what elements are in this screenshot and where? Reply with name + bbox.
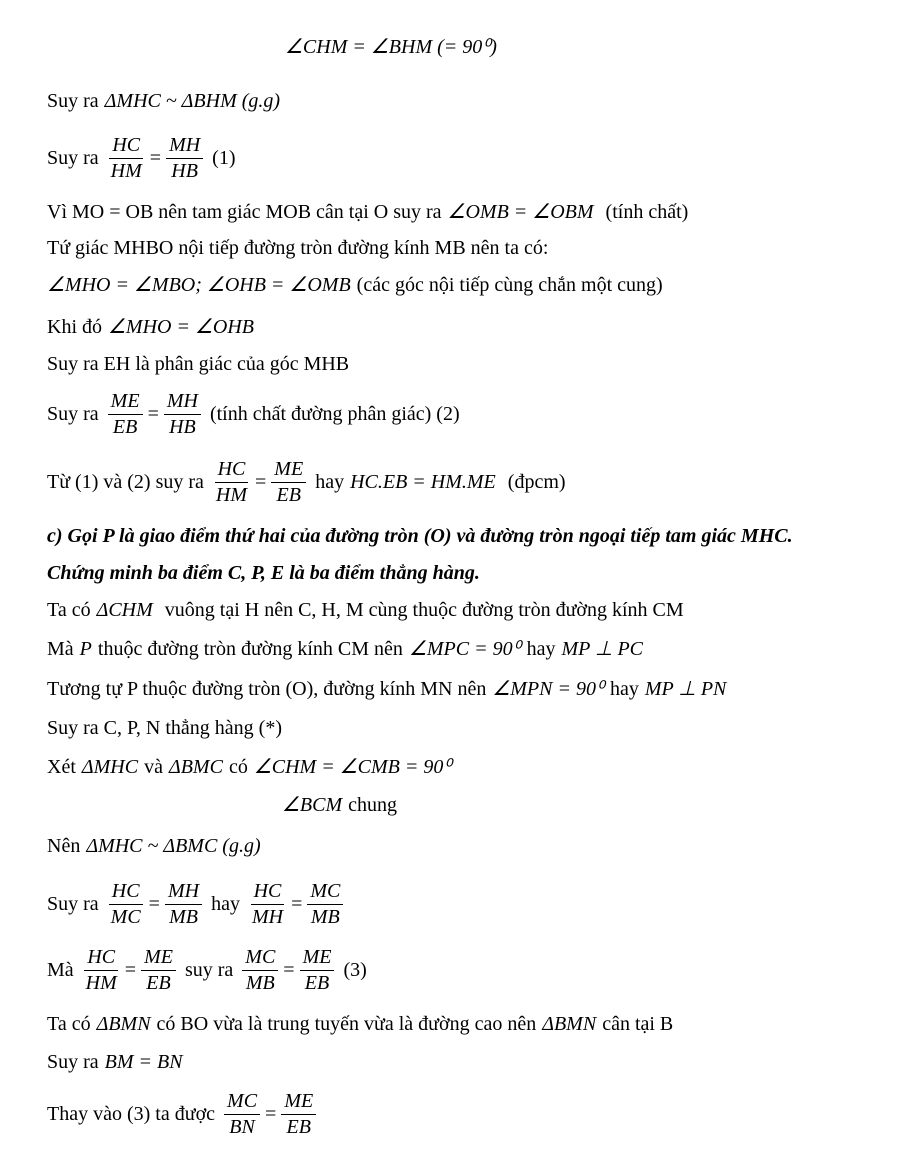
line-15 — [47, 678, 898, 701]
line-7 — [47, 316, 898, 339]
fraction: $\frac{ME}{EB}$ — [141, 946, 176, 995]
text: Mà — [47, 959, 74, 981]
text: Vì MO = OB nên tam giác MOB cân tại O suy ra — [47, 201, 442, 223]
line-3: Suy ra $\frac{HC}{HM}$ = $\frac{MH}{HB}$ (1) — [47, 134, 236, 182]
line-13 — [47, 599, 898, 622]
fraction: $\frac{HC}{HM}$ — [215, 458, 248, 506]
text: vuông tại H nên C, H, M cùng thuộc đường tròn đường kính CM — [164, 599, 684, 621]
text: và — [144, 756, 163, 778]
math-expression: ∠MHO = ∠MBO; ∠OHB = ∠OMB — [47, 274, 351, 296]
text: Suy ra — [47, 147, 99, 169]
text: Suy ra C, P, N thẳng hàng (*) — [47, 717, 282, 739]
line-6 — [47, 274, 898, 297]
fraction: $\frac{HC}{HM}$ — [110, 134, 142, 182]
text: hay — [211, 893, 240, 915]
fraction: $\frac{ME}{EB}$ — [271, 458, 306, 507]
text: (tính chất) — [605, 201, 689, 223]
line-23 — [47, 1051, 898, 1074]
text: cân tại B — [602, 1013, 674, 1035]
fraction: $\frac{ME}{EB}$ — [108, 390, 143, 439]
text: Mà — [47, 638, 74, 660]
text: Từ (1) và (2) suy ra — [47, 471, 204, 493]
text: Suy ra — [47, 403, 99, 425]
math-expression: ΔMHC — [81, 756, 139, 778]
math-expression: ∠MPC = 90⁰ — [408, 638, 521, 660]
line-22 — [47, 1013, 898, 1036]
text: Chứng minh ba điểm C, P, E là ba điểm thẳng hàng. — [47, 562, 480, 584]
text: suy ra — [184, 959, 234, 981]
math-expression: ∠CHM = ∠CMB = 90⁰ — [253, 756, 452, 778]
line-1 — [285, 36, 898, 59]
text: (các góc nội tiếp cùng chắn một cung) — [356, 274, 663, 296]
line-17 — [47, 756, 898, 779]
text: có — [228, 756, 248, 778]
text: Suy ra — [47, 1051, 99, 1073]
math-expression: ∠BCM — [282, 794, 343, 816]
text: Khi đó — [47, 316, 102, 338]
text: Xét — [47, 756, 76, 778]
math-expression: ΔBMN — [542, 1013, 597, 1035]
text: Suy ra EH là phân giác của góc MHB — [47, 353, 350, 375]
text: c) Gọi P là giao điểm thứ hai của đường tròn (O) và đường tròn ngoại tiếp tam giác MHC. — [47, 525, 793, 547]
text: chung — [348, 794, 398, 816]
text: thuộc đường tròn đường kính CM nên — [97, 638, 403, 660]
line-5 — [47, 237, 898, 260]
text: Tương tự P thuộc đường tròn (O), đường kính MN nên — [47, 678, 487, 700]
math-expression: ΔMHC ~ ΔBHM (g.g) — [104, 90, 281, 112]
fraction: $\frac{ME}{EB}$ — [300, 946, 335, 995]
fraction: $\frac{MH}{HB}$ — [164, 390, 201, 439]
line-19 — [47, 835, 898, 858]
text: hay — [526, 638, 556, 660]
math-expression: ΔBMC — [168, 756, 223, 778]
line-14 — [47, 638, 898, 661]
line-18 — [282, 794, 898, 817]
fraction: $\frac{HC}{MC}$ — [110, 880, 141, 928]
text: Tứ giác MHBO nội tiếp đường tròn đường kính MB nên ta có: — [47, 237, 549, 259]
question-c-heading-2 — [47, 562, 898, 585]
fraction: $\frac{HC}{MH}$ — [251, 880, 284, 928]
fraction: $\frac{MC}{MB}$ — [307, 880, 343, 929]
text: Suy ra — [47, 893, 99, 915]
fraction: $\frac{ME}{EB}$ — [281, 1090, 316, 1139]
text: hay — [315, 471, 345, 493]
math-expression: ∠MPN = 90⁰ — [492, 678, 604, 700]
fraction: $\frac{MC}{MB}$ — [242, 946, 278, 995]
line-16 — [47, 717, 898, 740]
line-9: Suy ra $\frac{ME}{EB}$ = $\frac{MH}{HB}$ (tính chất đường phân giác) (2) — [47, 390, 460, 438]
line-24: Thay vào (3) ta được $\frac{MC}{BN}$ = $\frac{ME}{EB}$ — [47, 1090, 898, 1139]
math-expression: HC.EB = HM.ME — [350, 471, 496, 493]
line-10: Từ (1) và (2) suy ra $\frac{HC}{HM}$ = $\frac{ME}{EB}$ hay HC.EB = HM.ME (đpcm) — [47, 458, 566, 506]
fraction: $\frac{MH}{MB}$ — [165, 880, 202, 929]
text: Thay vào (3) ta được — [47, 1103, 216, 1125]
math-expression: P — [79, 638, 92, 660]
math-expression: ΔCHM — [96, 599, 153, 621]
text: có BO vừa là trung tuyến vừa là đường cao nên — [156, 1013, 537, 1035]
line-8 — [47, 353, 898, 376]
text: (3) — [343, 959, 367, 981]
math-expression: ∠MHO = ∠OHB — [108, 316, 255, 338]
fraction: $\frac{HC}{HM}$ — [85, 946, 117, 994]
math-expression: BM = BN — [104, 1051, 183, 1073]
math-expression: MP ⊥ PN — [644, 678, 727, 700]
math-expression: ∠OMB = ∠OBM — [447, 201, 594, 223]
fraction: $\frac{MC}{BN}$ — [224, 1090, 260, 1139]
text: Ta có — [47, 1013, 91, 1035]
line-2 — [47, 90, 898, 113]
text: Nên — [47, 835, 81, 857]
fraction: $\frac{MH}{HB}$ — [166, 134, 203, 183]
math-expression: MP ⊥ PC — [561, 638, 643, 660]
math-expression: ΔMHC ~ ΔBMC (g.g) — [86, 835, 261, 857]
text: (1) — [212, 147, 236, 169]
line-20: Suy ra $\frac{HC}{MC}$ = $\frac{MH}{MB}$ hay $\frac{HC}{MH}$ = $\frac{MC}{MB}$ — [47, 880, 898, 929]
text: (đpcm) — [507, 471, 566, 493]
question-c-heading — [47, 525, 898, 548]
line-4 — [47, 201, 898, 224]
text: (tính chất đường phân giác) (2) — [209, 403, 460, 425]
line-21: Mà $\frac{HC}{HM}$ = $\frac{ME}{EB}$ suy ra $\frac{MC}{MB}$ = $\frac{ME}{EB}$ (3) — [47, 946, 367, 994]
text: Suy ra — [47, 90, 99, 112]
math-expression: ∠CHM = ∠BHM (= 90⁰) — [285, 36, 497, 58]
text: hay — [610, 678, 639, 700]
text: Ta có — [47, 599, 91, 621]
math-expression: ΔBMN — [96, 1013, 151, 1035]
